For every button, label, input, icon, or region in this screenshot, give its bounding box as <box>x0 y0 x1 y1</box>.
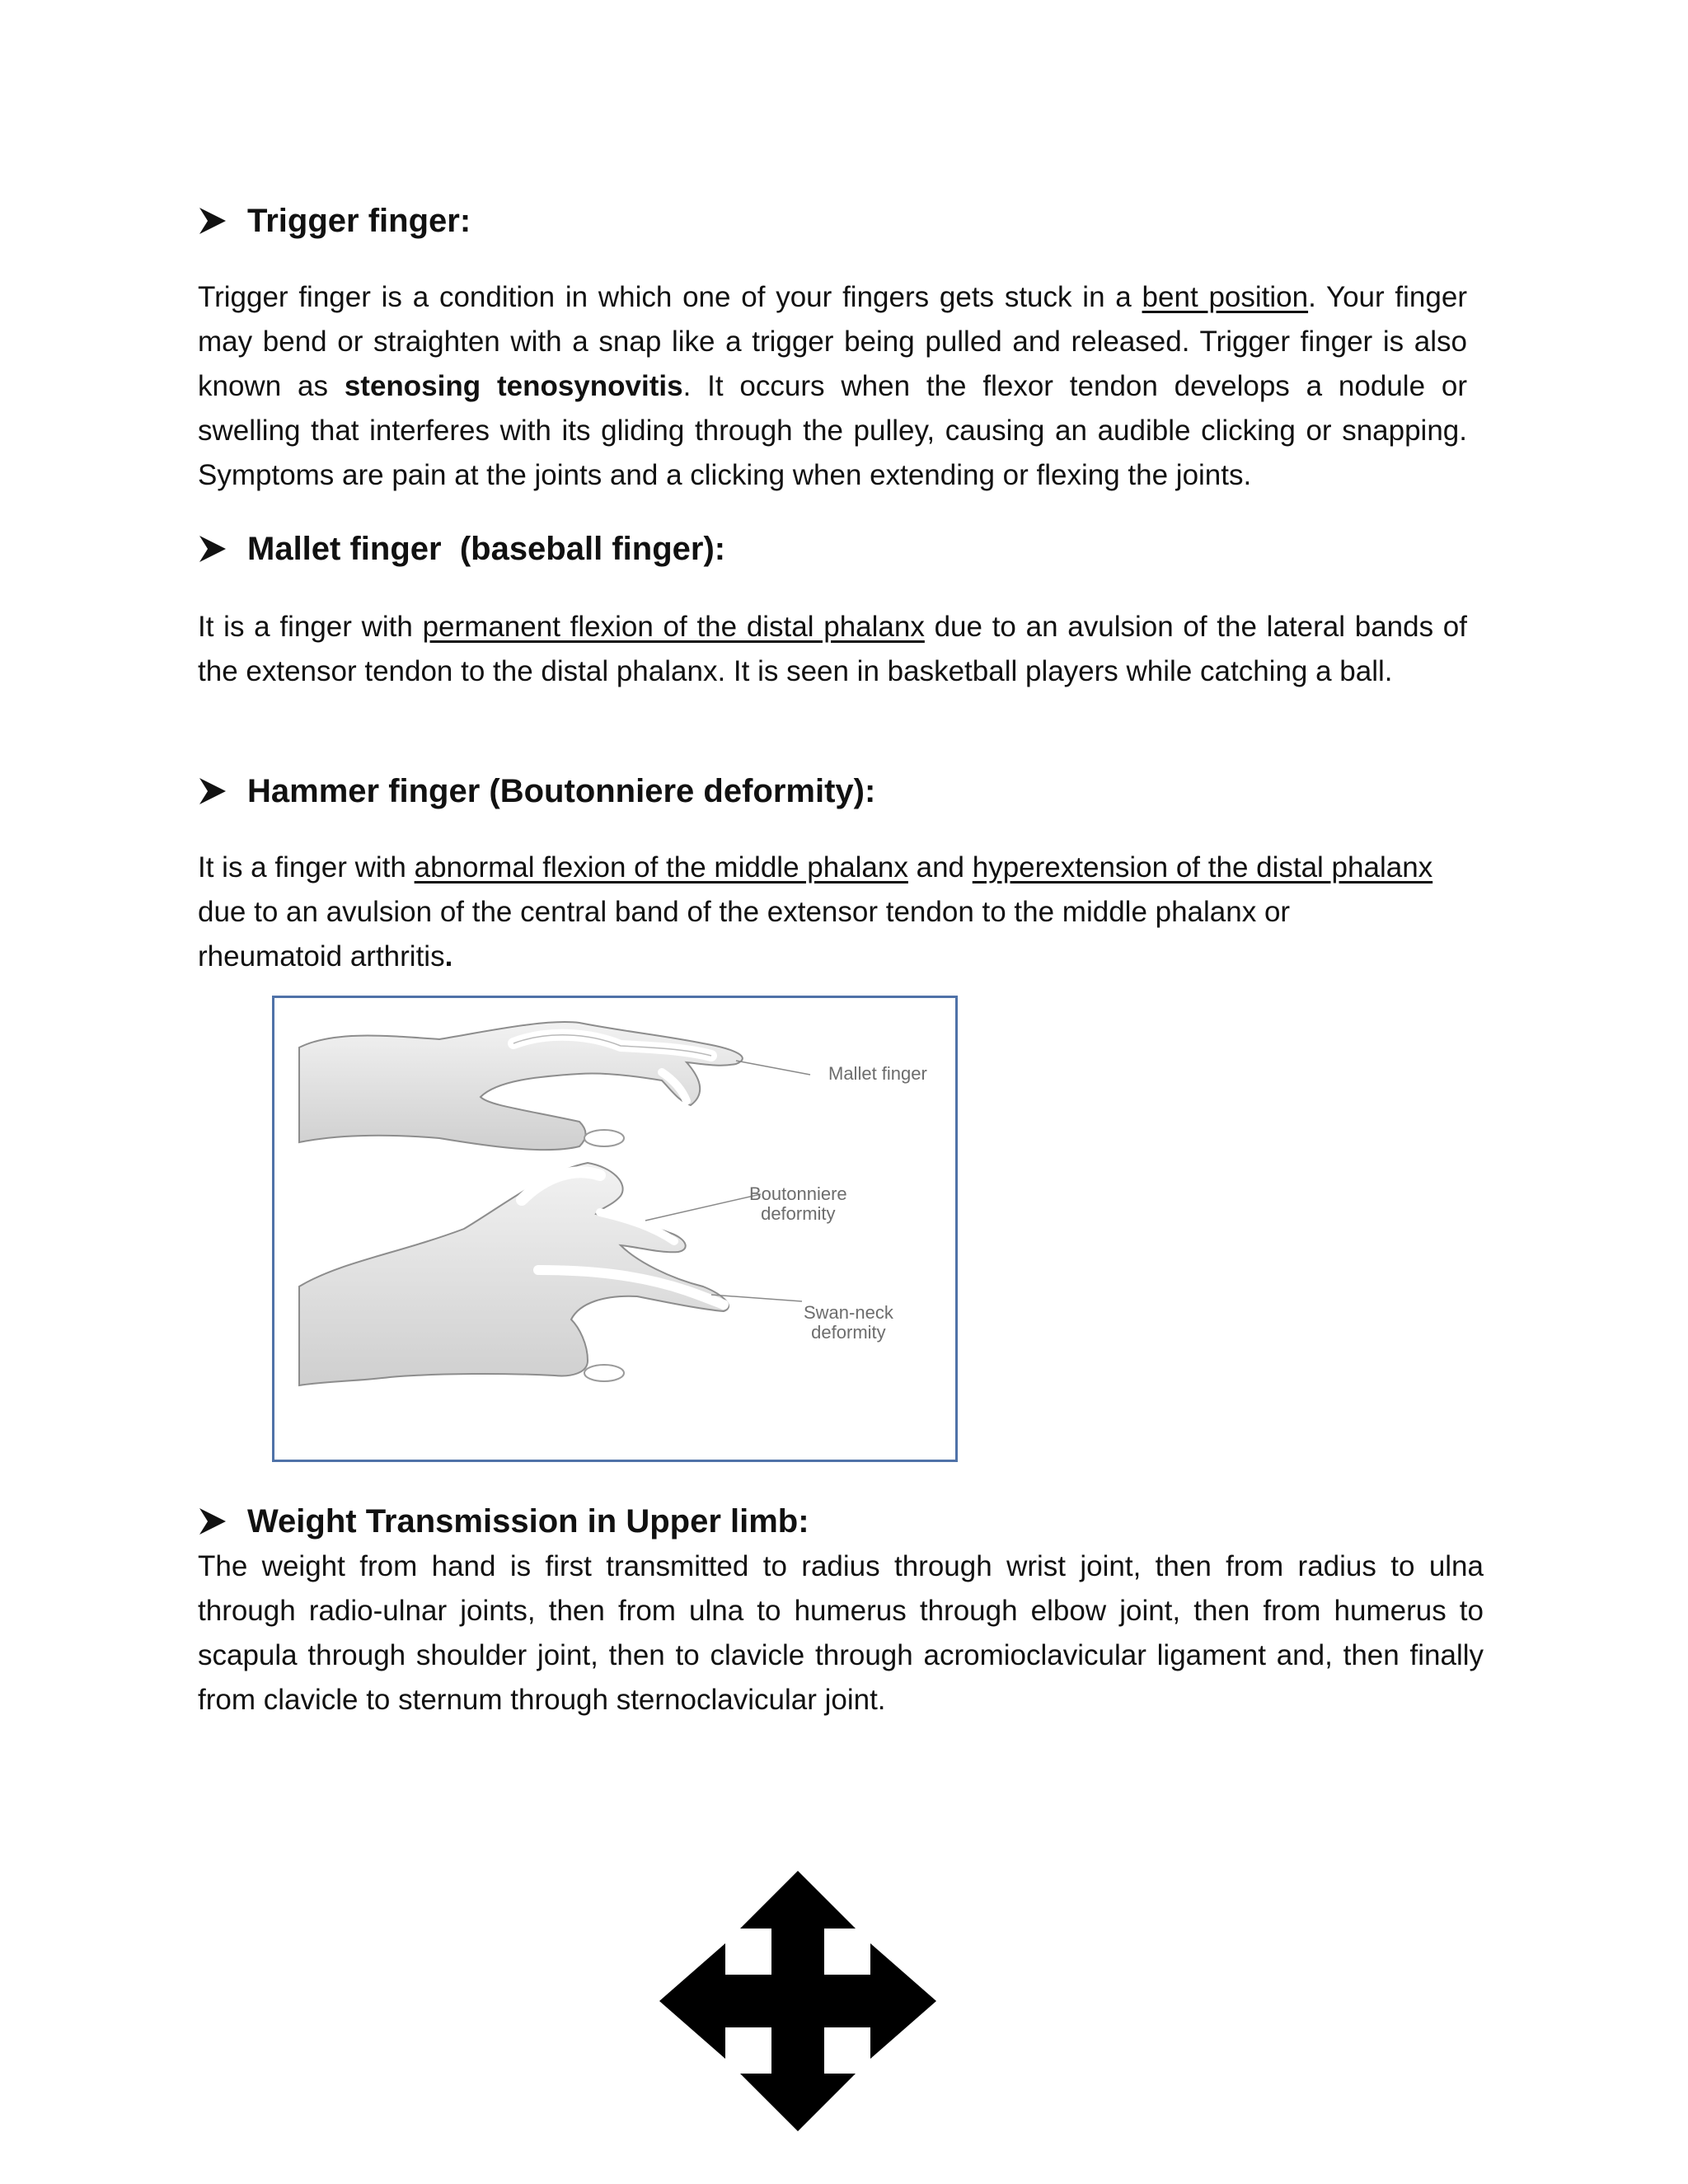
trigger-text-1: Trigger finger is a condition in which one of your fingers gets stuck in a <box>198 281 1142 313</box>
arrowhead-bullet-icon <box>198 776 227 806</box>
hammer-finger-heading-text: Hammer finger (Boutonniere deformity): <box>247 773 876 809</box>
finger-deformities-figure <box>272 996 958 1462</box>
weight-text-1: The weight from hand is first transmitted to radius through wrist joint, then from radius to ulna through radio-ulnar joints, then from ulna to humerus through elbow joint, then from humerus to scapula through shoulder joint, then to clavicle through acromioclavicular ligament and, then finally from clavicle to sternum through sternoclavicular joint. <box>198 1550 1484 1716</box>
hammer-underlined-term-1: abnormal flexion of the middle phalanx <box>414 851 908 883</box>
four-way-move-arrow-icon <box>659 1871 936 2131</box>
trigger-finger-paragraph <box>198 275 1467 498</box>
arrowhead-bullet-icon <box>198 534 227 564</box>
hammer-text-2: and <box>907 851 973 883</box>
weight-transmission-heading-text: Weight Transmission in Upper limb: <box>247 1503 809 1540</box>
trigger-text-3: . It occurs when the flexor tendon develops a nodule or swelling that interferes with its gliding through the pulley, causing an audible clicking or snapping. Symptoms are pain at the joints and a clicking when extending or flexing the joints. <box>198 370 1467 491</box>
mallet-finger-hand-drawing <box>299 1022 743 1150</box>
boutonniere-deformity-label: Boutonniere deformity <box>749 1183 847 1224</box>
trigger-finger-heading-text: Trigger finger: <box>247 203 471 239</box>
trigger-underlined-term: bent position <box>1142 281 1309 313</box>
swan-neck-deformity-label: Swan-neck deformity <box>804 1302 893 1343</box>
weight-transmission-paragraph <box>198 1544 1484 1722</box>
hammer-underlined-term-2: hyperextension of the distal phalanx <box>972 851 1433 883</box>
hammer-finger-heading <box>198 771 875 811</box>
mallet-finger-heading <box>198 529 725 569</box>
hammer-text-1: It is a finger with <box>198 851 415 883</box>
mallet-text-2: due to an avulsion of the lateral bands of the extensor tendon to the distal phalanx. It is seen in basketball players while catching a ball. <box>198 611 1467 687</box>
hammer-text-3: due to an avulsion of the central band of the extensor tendon to the middle phalanx or rheumatoid arthritis <box>198 896 1291 972</box>
boutonniere-leader-line <box>645 1194 761 1221</box>
mallet-finger-paragraph <box>198 605 1467 694</box>
mallet-underlined-term: permanent flexion of the distal phalanx <box>422 611 925 643</box>
arrowhead-bullet-icon <box>198 1507 227 1536</box>
mallet-finger-label: Mallet finger <box>828 1063 927 1084</box>
mallet-finger-heading-text: Mallet finger (baseball finger): <box>247 531 726 567</box>
mallet-text-1: It is a finger with <box>198 611 423 643</box>
hammer-finger-paragraph <box>198 846 1434 979</box>
hammer-text-4: . <box>444 940 453 972</box>
boutonniere-swan-neck-hand-drawing <box>299 1163 729 1385</box>
trigger-text-2: . Your finger may bend or straighten with a snap like a trigger being pulled and released. Trigger finger is also known as <box>198 281 1467 402</box>
mallet-leader-line <box>736 1061 810 1075</box>
trigger-bold-term: stenosing tenosynovitis <box>344 370 683 402</box>
trigger-finger-heading <box>198 201 471 241</box>
weight-transmission-heading <box>198 1502 809 1541</box>
arrowhead-bullet-icon <box>198 206 227 236</box>
